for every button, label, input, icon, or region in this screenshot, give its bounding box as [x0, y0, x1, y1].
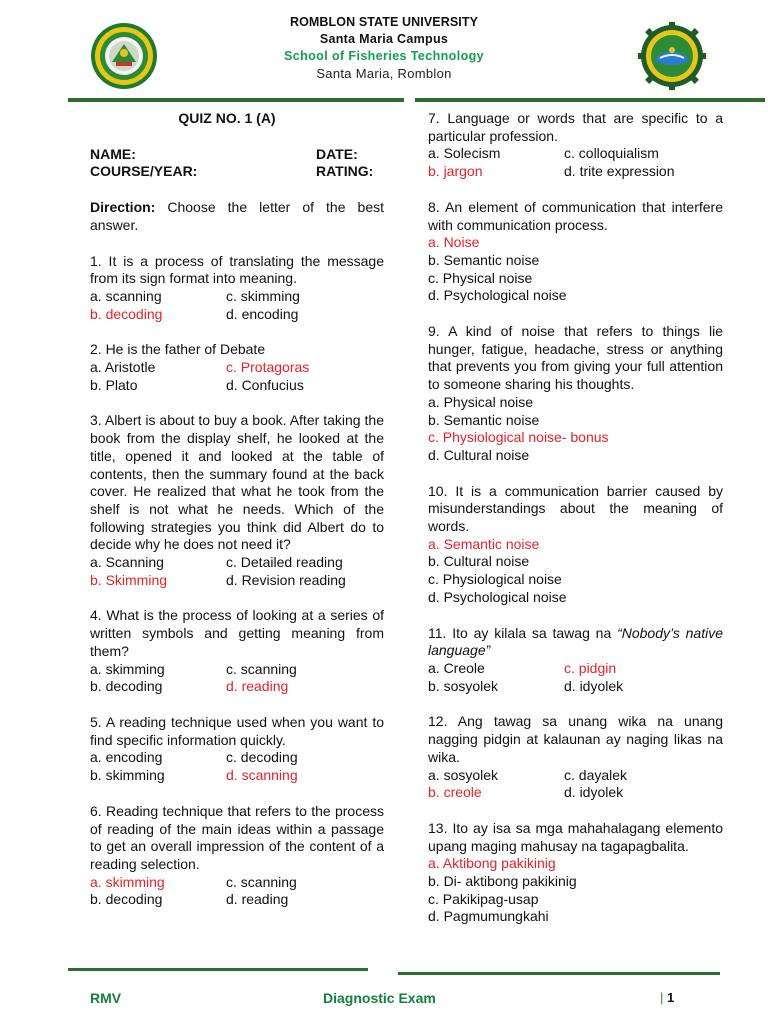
answer-option: c. Physical noise — [428, 269, 533, 286]
page-footer — [0, 990, 768, 1010]
answer-options — [428, 145, 723, 180]
answer-option-correct: b. decoding — [90, 305, 163, 322]
answer-option: c. Physiological noise — [428, 571, 562, 588]
answer-option: d. Psychological noise — [428, 287, 567, 304]
answer-option-correct: b. Skimming — [90, 571, 168, 588]
answer-option-correct: a. skimming — [90, 873, 165, 890]
question-item — [428, 713, 723, 802]
question-stem — [90, 803, 384, 874]
answer-options — [90, 749, 384, 784]
question-stem — [90, 253, 384, 288]
question-item — [428, 199, 723, 305]
question-item — [90, 253, 384, 324]
right-column — [428, 110, 723, 926]
question-item — [90, 412, 384, 589]
answer-option: a. Creole — [428, 659, 485, 676]
answer-option: c. colloquialism — [564, 145, 659, 162]
answer-option: b. Semantic noise — [428, 251, 540, 268]
footer-rule-right — [398, 972, 720, 975]
answer-option-correct: a. Aktibong pakikinig — [428, 855, 556, 872]
question-item — [428, 625, 723, 696]
answer-option: c. dayalek — [564, 766, 628, 783]
answer-option: b. Plato — [90, 376, 138, 393]
answer-options — [90, 661, 384, 696]
question-text: 6. Reading technique that refers to the process of reading of the main ideas within a passage to get an overall impression of the content of a reading selection. — [90, 802, 384, 872]
answer-options — [428, 767, 723, 802]
date-label: DATE: — [316, 145, 358, 162]
answer-option-correct: c. Physiological noise- bonus — [428, 429, 609, 446]
answer-option-correct: d. reading — [226, 678, 289, 695]
footer-rule-left — [68, 968, 368, 971]
answer-options — [428, 394, 723, 465]
answer-option-correct: b. jargon — [428, 163, 483, 180]
answer-options — [90, 359, 384, 394]
question-stem — [428, 199, 723, 234]
question-item — [90, 607, 384, 696]
answer-option-correct: d. scanning — [226, 767, 298, 784]
answer-option-correct: c. Protagoras — [226, 359, 310, 376]
question-item — [90, 341, 384, 394]
document-header — [0, 0, 768, 100]
direction-label: Direction: — [90, 199, 156, 216]
answer-option: d. idyolek — [564, 677, 624, 694]
right-question-list — [428, 110, 723, 926]
answer-option: c. Detailed reading — [226, 554, 343, 571]
question-text: 5. A reading technique used when you want to find specific information quickly. — [90, 713, 384, 748]
campus-name: Santa Maria Campus — [319, 32, 449, 46]
question-text: 3. Albert is about to buy a book. After taking the book from the display shelf, he looked at the title, opened it and looked at the table of contents, then the summary found at the back cover. He realized that what he took from the shelf is not what he needs. Which of the following strategies you think did Albert do to decide why he does not need it? — [90, 412, 384, 553]
question-text: 13. Ito ay isa sa mga mahahalagang elemento upang maging mahusay na tagapagbalita. — [428, 819, 723, 854]
answer-option: d. Pagmumungkahi — [428, 908, 549, 925]
answer-options — [428, 660, 723, 695]
question-item — [428, 483, 723, 607]
answer-option: a. sosyolek — [428, 766, 499, 783]
question-stem — [428, 483, 723, 536]
question-stem — [90, 714, 384, 749]
question-text-italic: “Nobody’s native language” — [428, 624, 724, 659]
answer-option: a. scanning — [90, 287, 162, 304]
university-seal-logo — [90, 22, 158, 90]
answer-option: d. Cultural noise — [428, 446, 530, 463]
page-number-value: 1 — [667, 990, 675, 1005]
answer-option: d. Confucius — [226, 376, 304, 393]
answer-options — [90, 554, 384, 589]
question-item — [90, 803, 384, 909]
page-number — [660, 990, 674, 1005]
direction-text: Choose the letter of the best answer. — [90, 199, 384, 233]
rating-label: RATING: — [316, 163, 374, 180]
answer-options — [428, 234, 723, 305]
question-stem — [428, 713, 723, 766]
question-item — [90, 714, 384, 785]
left-question-list — [90, 253, 384, 910]
course-year-label: COURSE/YEAR: — [90, 163, 198, 180]
answer-option: c. decoding — [226, 749, 298, 766]
answer-option: d. encoding — [226, 305, 299, 322]
answer-option: d. trite expression — [564, 163, 675, 180]
answer-option: c. Pakikipag-usap — [428, 890, 539, 907]
answer-option: b. Semantic noise — [428, 411, 540, 428]
student-info — [90, 146, 384, 181]
answer-options — [90, 874, 384, 909]
question-text: 7. Language or words that are specific to a particular profession. — [428, 110, 723, 144]
footer-title: Diagnostic Exam — [323, 990, 436, 1006]
question-item — [428, 820, 723, 926]
answer-option: c. scanning — [226, 660, 297, 677]
answer-option: d. Psychological noise — [428, 588, 567, 605]
answer-option: a. skimming — [90, 660, 165, 677]
school-name: School of Fisheries Technology — [284, 49, 484, 63]
header-rule-left — [68, 98, 404, 102]
answer-options — [428, 536, 723, 607]
answer-option-correct: b. creole — [428, 784, 482, 801]
question-stem — [90, 412, 384, 554]
question-text: 4. What is the process of looking at a series of written symbols and getting meaning from them? — [90, 607, 384, 659]
question-stem — [90, 607, 384, 660]
quiz-title: QUIZ NO. 1 (A) — [178, 110, 276, 126]
question-text: 9. A kind of noise that refers to things lie hunger, fatigue, headache, stress or anything that prevents you from giving your full attention to someone sharing his thoughts. — [428, 323, 723, 393]
answer-option: a. encoding — [90, 749, 163, 766]
answer-options — [90, 288, 384, 323]
question-text: 11. Ito ay kilala sa tawag na — [428, 624, 618, 641]
university-name: ROMBLON STATE UNIVERSITY — [289, 15, 479, 29]
answer-option: a. Scanning — [90, 554, 164, 571]
question-text: 10. It is a communication barrier caused by misunderstandings about the meaning of words. — [428, 482, 723, 535]
answer-option: c. scanning — [226, 873, 297, 890]
question-text: 2. He is the father of Debate — [90, 341, 266, 358]
answer-option-correct: a. Noise — [428, 234, 480, 251]
question-stem — [428, 323, 723, 394]
answer-option: a. Solecism — [428, 145, 501, 162]
question-stem — [428, 625, 723, 660]
school-emblem-logo — [638, 22, 706, 90]
question-text: 8. An element of communication that interfere with communication process. — [428, 198, 723, 233]
page-separator: | — [660, 990, 667, 1005]
question-stem — [90, 341, 384, 359]
question-stem — [428, 820, 723, 855]
answer-option: d. reading — [226, 891, 289, 908]
name-label: NAME: — [90, 145, 136, 162]
answer-option: d. idyolek — [564, 784, 624, 801]
question-stem — [428, 110, 723, 145]
answer-option-correct: c. pidgin — [564, 659, 617, 676]
answer-option: b. decoding — [90, 891, 163, 908]
left-column — [90, 110, 384, 909]
answer-option: b. Di- aktibong pakikinig — [428, 873, 577, 890]
answer-option: b. Cultural noise — [428, 553, 530, 570]
answer-option: c. skimming — [226, 287, 300, 304]
answer-option: a. Aristotle — [90, 359, 156, 376]
direction — [90, 199, 384, 234]
question-text: 12. Ang tawag sa unang wika na unang nagging pidgin at kalaunan ay naging likas na wika. — [428, 713, 723, 765]
answer-option: a. Physical noise — [428, 393, 534, 410]
answer-option: d. Revision reading — [226, 571, 346, 588]
question-item — [428, 323, 723, 465]
answer-option: b. sosyolek — [428, 677, 499, 694]
question-text: 1. It is a process of translating the message from its sign format into meaning. — [90, 252, 384, 287]
answer-option: b. skimming — [90, 767, 165, 784]
answer-options — [428, 855, 723, 926]
answer-option-correct: a. Semantic noise — [428, 535, 540, 552]
header-rule-right — [415, 98, 765, 102]
footer-initials: RMV — [90, 990, 122, 1006]
location: Santa Maria, Romblon — [316, 66, 452, 81]
question-item — [428, 110, 723, 181]
answer-option: b. decoding — [90, 678, 163, 695]
